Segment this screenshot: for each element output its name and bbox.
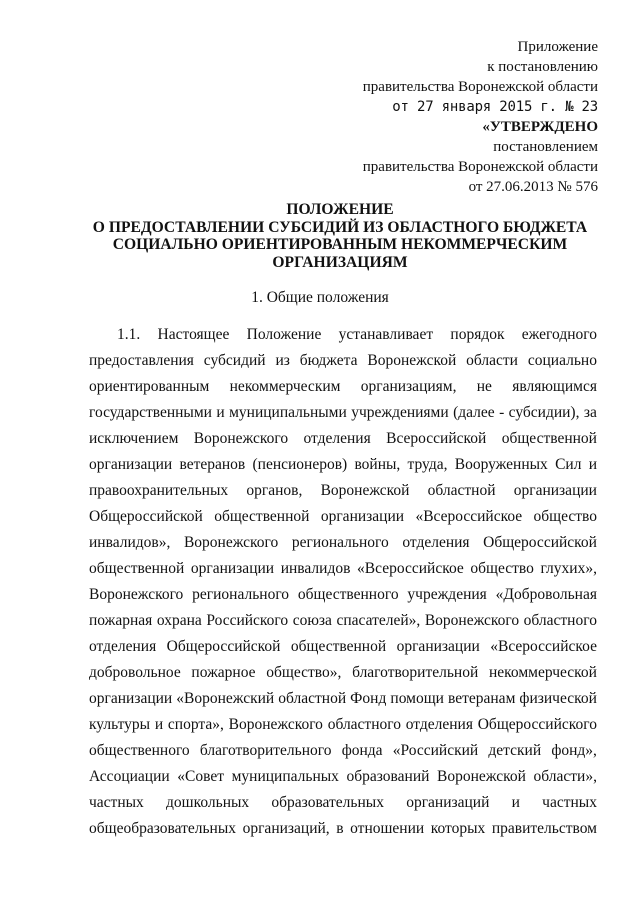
body-line bbox=[89, 608, 597, 634]
body-word: отделения bbox=[405, 716, 473, 733]
body-line bbox=[89, 764, 597, 790]
body-word: инвалидов bbox=[280, 560, 351, 577]
body-line bbox=[89, 322, 597, 348]
body-word: Положение bbox=[246, 326, 322, 343]
body-word: Воронежской bbox=[437, 768, 526, 785]
approved-label: «УТВЕРЖДЕНО bbox=[482, 119, 598, 135]
body-word: физической bbox=[519, 690, 597, 707]
body-word: «Всероссийское bbox=[357, 560, 464, 577]
appendix-date-number: от 27 января 2015 г. № 23 bbox=[392, 99, 598, 115]
body-line bbox=[89, 452, 597, 478]
title-line: О ПРЕДОСТАВЛЕНИИ СУБСИДИЙ ИЗ ОБЛАСТНОГО БЮДЖЕТА bbox=[92, 218, 588, 236]
body-word: «Добровольная bbox=[495, 586, 597, 603]
body-word: Ассоциации bbox=[89, 768, 170, 785]
body-line bbox=[89, 660, 597, 686]
body-word: субсидии), bbox=[508, 404, 580, 421]
body-word: области», bbox=[533, 768, 597, 785]
body-line bbox=[89, 738, 597, 764]
body-word: инвалидов», bbox=[89, 534, 171, 551]
body-word: глухих», bbox=[540, 560, 597, 577]
body-word: «Всероссийское bbox=[415, 508, 523, 525]
body-word: за bbox=[583, 404, 597, 421]
body-word: и bbox=[588, 456, 597, 473]
body-word: ветеранам bbox=[448, 690, 516, 707]
body-word: детский bbox=[488, 742, 542, 759]
body-word: общеобразовательных bbox=[89, 820, 237, 837]
body-word: организаций, bbox=[242, 820, 330, 837]
body-word: частных bbox=[89, 794, 144, 811]
body-line bbox=[89, 556, 597, 582]
body-word: благотворительного bbox=[199, 742, 332, 759]
body-word: которых bbox=[430, 820, 486, 837]
body-word: бюджета bbox=[299, 352, 358, 369]
body-word: органов, bbox=[246, 482, 303, 499]
body-word: организации bbox=[513, 482, 597, 499]
body-word: образований bbox=[346, 768, 430, 785]
body-word: организации bbox=[89, 456, 173, 473]
body-word: союза bbox=[292, 612, 332, 629]
body-word: отделения bbox=[89, 638, 157, 655]
body-word: и bbox=[216, 404, 225, 421]
appendix-block bbox=[363, 37, 598, 117]
body-word: некоммерческой bbox=[489, 664, 597, 681]
body-word: (далее bbox=[453, 404, 495, 421]
body-word: Настоящее bbox=[157, 326, 230, 343]
body-word: фонд», bbox=[551, 742, 597, 759]
body-word: Вооруженных bbox=[454, 456, 548, 473]
body-word: «Воронежский bbox=[176, 690, 275, 707]
body-word: Общероссийской bbox=[166, 638, 281, 655]
title-line: ОРГАНИЗАЦИЯМ bbox=[272, 253, 408, 271]
body-word: частных bbox=[542, 794, 597, 811]
body-word: организации bbox=[320, 508, 405, 525]
body-word: областного bbox=[327, 716, 401, 733]
body-word: спасателей», bbox=[336, 612, 421, 629]
body-word: общество bbox=[533, 508, 597, 525]
body-word: общественного bbox=[89, 742, 190, 759]
body-line bbox=[89, 790, 597, 816]
body-word: порядок bbox=[450, 326, 505, 343]
body-word: 1.1. bbox=[117, 326, 141, 343]
body-word: «Совет bbox=[177, 768, 224, 785]
body-word: Общероссийского bbox=[477, 716, 597, 733]
body-word: не bbox=[476, 378, 492, 395]
approved-date-number: от 27.06.2013 № 576 bbox=[468, 179, 598, 195]
body-word: дошкольных bbox=[166, 794, 250, 811]
body-word: регионального bbox=[291, 534, 389, 551]
body-word: общественной bbox=[501, 430, 597, 447]
body-word: социально bbox=[527, 352, 597, 369]
body-word: областного bbox=[523, 612, 597, 629]
body-word: исключением bbox=[89, 430, 179, 447]
body-word: общественной bbox=[290, 638, 387, 655]
body-word: и bbox=[511, 794, 520, 811]
body-line bbox=[89, 374, 597, 400]
body-word: регионального bbox=[192, 586, 290, 603]
body-line bbox=[89, 400, 597, 426]
body-word: добровольное bbox=[89, 664, 181, 681]
body-word: образовательных bbox=[271, 794, 384, 811]
body-word: государственными bbox=[89, 404, 212, 421]
body-word: Воронежского bbox=[183, 534, 279, 551]
body-word: отношении bbox=[350, 820, 425, 837]
body-word: Воронежской bbox=[320, 482, 410, 499]
body-word: общественного bbox=[297, 586, 399, 603]
body-line bbox=[89, 478, 597, 504]
body-word: и bbox=[154, 716, 164, 733]
body-word: помощи bbox=[390, 690, 444, 707]
body-word: Воронежского bbox=[424, 612, 520, 629]
body-word: «Всероссийское bbox=[490, 638, 597, 655]
body-word: учреждениями bbox=[351, 404, 449, 421]
body-word: войны, bbox=[354, 456, 401, 473]
body-line bbox=[89, 426, 597, 452]
body-word: Общероссийской bbox=[89, 508, 203, 525]
document-title bbox=[40, 201, 640, 271]
body-word: организации bbox=[190, 560, 275, 577]
body-word: общество bbox=[470, 560, 534, 577]
body-word: предоставления bbox=[89, 352, 194, 369]
body-line bbox=[89, 712, 597, 738]
body-word: являющимся bbox=[512, 378, 597, 395]
body-word: организации bbox=[89, 690, 173, 707]
body-word: Всероссийской bbox=[386, 430, 487, 447]
body-word: областной bbox=[278, 690, 347, 707]
body-word: труда, bbox=[407, 456, 448, 473]
title-line: СОЦИАЛЬНО ОРИЕНТИРОВАННЫМ НЕКОММЕРЧЕСКИМ bbox=[112, 236, 568, 254]
body-word: охрана bbox=[156, 612, 202, 629]
body-word: Воронежской bbox=[367, 352, 457, 369]
body-word: организаций bbox=[406, 794, 490, 811]
body-line bbox=[89, 634, 597, 660]
approved-block bbox=[363, 117, 598, 197]
body-word: общественной bbox=[89, 560, 185, 577]
body-word: «Российский bbox=[392, 742, 479, 759]
body-word: из bbox=[275, 352, 290, 369]
approved-resolution: постановлением bbox=[493, 139, 598, 155]
body-line bbox=[89, 816, 597, 842]
body-word: благотворительной bbox=[352, 664, 479, 681]
body-word: (пенсионеров) bbox=[252, 456, 348, 473]
appendix-label: Приложение bbox=[517, 39, 598, 55]
body-word: области bbox=[466, 352, 518, 369]
appendix-government: правительства Воронежской области bbox=[362, 79, 598, 95]
body-word: субсидий bbox=[203, 352, 266, 369]
body-line bbox=[89, 530, 597, 556]
body-word: культуры bbox=[89, 716, 151, 733]
body-word: Фонд bbox=[350, 690, 387, 707]
body-word: устанавливает bbox=[338, 326, 434, 343]
body-word: Российского bbox=[206, 612, 289, 629]
body-word: ветеранов bbox=[179, 456, 246, 473]
body-word: фонда bbox=[341, 742, 383, 759]
section-heading: 1. Общие положения bbox=[251, 289, 389, 306]
body-word: пожарная bbox=[89, 612, 153, 629]
body-word: организации bbox=[396, 638, 480, 655]
body-word: правоохранительных bbox=[89, 482, 229, 499]
body-word: Общероссийской bbox=[483, 534, 597, 551]
body-word: отделения bbox=[303, 430, 371, 447]
body-line bbox=[89, 348, 597, 374]
body-word: общественной bbox=[214, 508, 310, 525]
body-word: муниципальных bbox=[231, 768, 339, 785]
body-word: Воронежского bbox=[89, 586, 184, 603]
body-word: некоммерческим bbox=[229, 378, 341, 395]
appendix-resolution-ref: к постановлению bbox=[487, 59, 598, 75]
body-word: - bbox=[499, 404, 505, 421]
body-word: учреждения bbox=[407, 586, 487, 603]
body-word: организациям, bbox=[360, 378, 457, 395]
body-word: муниципальными bbox=[229, 404, 347, 421]
body-word: областной bbox=[427, 482, 496, 499]
body-word: ежегодного bbox=[521, 326, 597, 343]
approved-government: правительства Воронежской области bbox=[362, 159, 598, 175]
body-word: правительством bbox=[491, 820, 597, 837]
body-word: пожарное bbox=[191, 664, 256, 681]
body-line bbox=[89, 582, 597, 608]
body-word: Воронежского bbox=[193, 430, 289, 447]
body-line bbox=[89, 504, 597, 530]
body-word: в bbox=[336, 820, 344, 837]
body-paragraph bbox=[89, 322, 597, 842]
body-word: отделения bbox=[402, 534, 470, 551]
body-word: спорта», bbox=[167, 716, 224, 733]
title-line: ПОЛОЖЕНИЕ bbox=[286, 201, 394, 218]
body-line bbox=[89, 686, 597, 712]
body-word: общество», bbox=[266, 664, 342, 681]
body-word: Воронежского bbox=[228, 716, 323, 733]
body-word: Сил bbox=[555, 456, 582, 473]
body-word: ориентированным bbox=[89, 378, 210, 395]
